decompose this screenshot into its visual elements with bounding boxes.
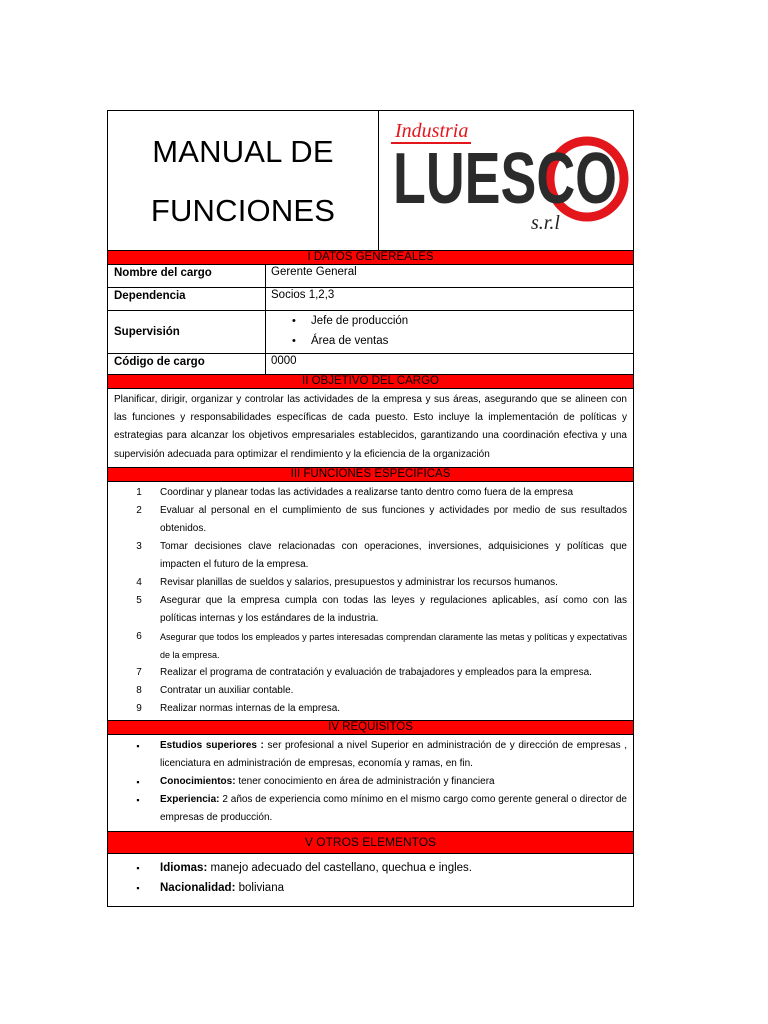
row-key: Código de cargo (108, 354, 266, 374)
item-label: Idiomas: (160, 861, 208, 874)
list-item (108, 484, 627, 502)
item-number: 1 (136, 486, 142, 498)
section-heading-objetivo: II OBJETIVO DEL CARGO (108, 375, 633, 389)
list-item (108, 628, 627, 664)
item-label: Conocimientos: (160, 775, 236, 787)
section-heading-requisitos: IV REQUISITOS (108, 721, 633, 735)
list-item (108, 592, 627, 628)
list-item (108, 858, 627, 878)
item-number: 4 (136, 576, 142, 588)
list-item (108, 502, 627, 538)
logo-main-text: LUESCO (393, 139, 617, 219)
item-text: Contratar un auxiliar contable. (160, 684, 294, 696)
item-text: 2 años de experiencia como mínimo en el mismo cargo como gerente general o director de empresas de producción. (160, 793, 627, 823)
item-text: tener conocimiento en área de administración y financiera (235, 775, 495, 787)
luesco-logo-graphic (379, 111, 633, 250)
row-value (266, 311, 633, 353)
row-key: Supervisión (108, 311, 266, 353)
item-text: Asegurar que todos los empleados y partes interesadas comprendan claramente las metas y políticas y expectativas de la empresa. (160, 631, 627, 660)
list-item: • Jefe de producción (311, 311, 628, 331)
row-dependencia (108, 288, 633, 311)
objective-paragraph: Planificar, dirigir, organizar y controlar las actividades de la empresa y sus áreas, asegurando que se alineen con las funciones y responsabilidades específicas de cada puesto. Esto incluye la implementación de políticas y estrategias para alcanzar los objetivos empresariales establecidos, garantizando una coordinación efectiva y una supervisión adecuada para optimizar el rendimiento y la eficiencia de la organización (108, 389, 633, 468)
item-text: Revisar planillas de sueldos y salarios, presupuestos y administrar los recursos humanos. (160, 576, 558, 588)
item-text: ser profesional a nivel Superior en administración de y dirección de empresas , licenciatura en administración de empresas, economía y ramas, en fin. (160, 739, 628, 769)
item-number: 8 (136, 684, 142, 696)
section-heading-funciones: III FUNCIONES ESPECIFICAS (108, 468, 633, 482)
row-value: Socios 1,2,3 (271, 289, 335, 301)
title-line-1: MANUAL DE (152, 133, 334, 169)
list-item (108, 574, 627, 592)
other-elements-list (108, 854, 633, 906)
title-cell (108, 111, 379, 250)
item-text: Coordinar y planear todas las actividades a realizarse tanto dentro como fuera de la empresa (160, 486, 574, 498)
supervision-list (271, 311, 628, 351)
item-label: Estudios superiores : (160, 739, 264, 751)
bullet-icon: ▪ (136, 794, 140, 805)
item-label: Experiencia: (160, 793, 220, 805)
list-item (108, 538, 627, 574)
logo-top-text: Industria (395, 120, 469, 142)
item-text: manejo adecuado del castellano, quechua e ingles. (207, 861, 472, 874)
item-text: boliviana (235, 881, 284, 894)
item-number: 6 (136, 630, 142, 642)
list-item (108, 773, 627, 791)
item-number: 5 (136, 594, 142, 606)
item-text: Realizar el programa de contratación y evaluación de trabajadores y empleados para la empresa. (160, 666, 592, 678)
function-manual-document (107, 110, 634, 907)
title-line-2: FUNCIONES (150, 192, 336, 228)
item-number: 2 (136, 504, 142, 516)
list-item (108, 737, 627, 773)
list-item: • Área de ventas (311, 331, 628, 351)
section-heading-datos: I DATOS GENEREALES (108, 251, 633, 265)
row-supervision (108, 311, 633, 354)
bullet-icon: ▪ (136, 776, 140, 787)
bullet-icon: ▪ (136, 862, 140, 873)
item-text: Tomar decisiones clave relacionadas con operaciones, inversiones, adquisiciones y políticas que impacten el futuro de la empresa. (160, 540, 627, 570)
item-text: Asegurar que la empresa cumpla con todas las leyes y regulaciones aplicables, así como con las políticas internas y los estándares de la industria. (160, 594, 627, 624)
requirements-list (108, 735, 633, 832)
item-number: 3 (136, 540, 142, 552)
item-text: Realizar normas internas de la empresa. (160, 702, 341, 714)
item-number: 9 (136, 702, 142, 714)
item-number: 7 (136, 666, 142, 678)
list-item (108, 791, 627, 827)
functions-list (108, 482, 633, 721)
list-item (108, 682, 627, 700)
list-item (108, 664, 627, 682)
bullet-icon: ▪ (136, 882, 140, 893)
row-key: Dependencia (108, 288, 266, 310)
item-label: Nacionalidad: (160, 881, 236, 894)
list-item (108, 700, 627, 718)
company-logo (379, 111, 633, 250)
row-codigo-cargo (108, 354, 633, 375)
row-nombre-cargo (108, 265, 633, 288)
row-key: Nombre del cargo (108, 265, 266, 287)
bullet-icon: ▪ (136, 740, 140, 751)
document-header (108, 111, 633, 251)
logo-suffix-text: s.r.l (531, 212, 560, 234)
list-item (108, 878, 627, 898)
item-text: Evaluar al personal en el cumplimiento de sus funciones y actividades por medio de sus resultados obtenidos. (160, 504, 627, 534)
row-value: Gerente General (271, 266, 357, 278)
row-value: 0000 (271, 355, 297, 367)
section-heading-otros: V OTROS ELEMENTOS (108, 832, 633, 854)
